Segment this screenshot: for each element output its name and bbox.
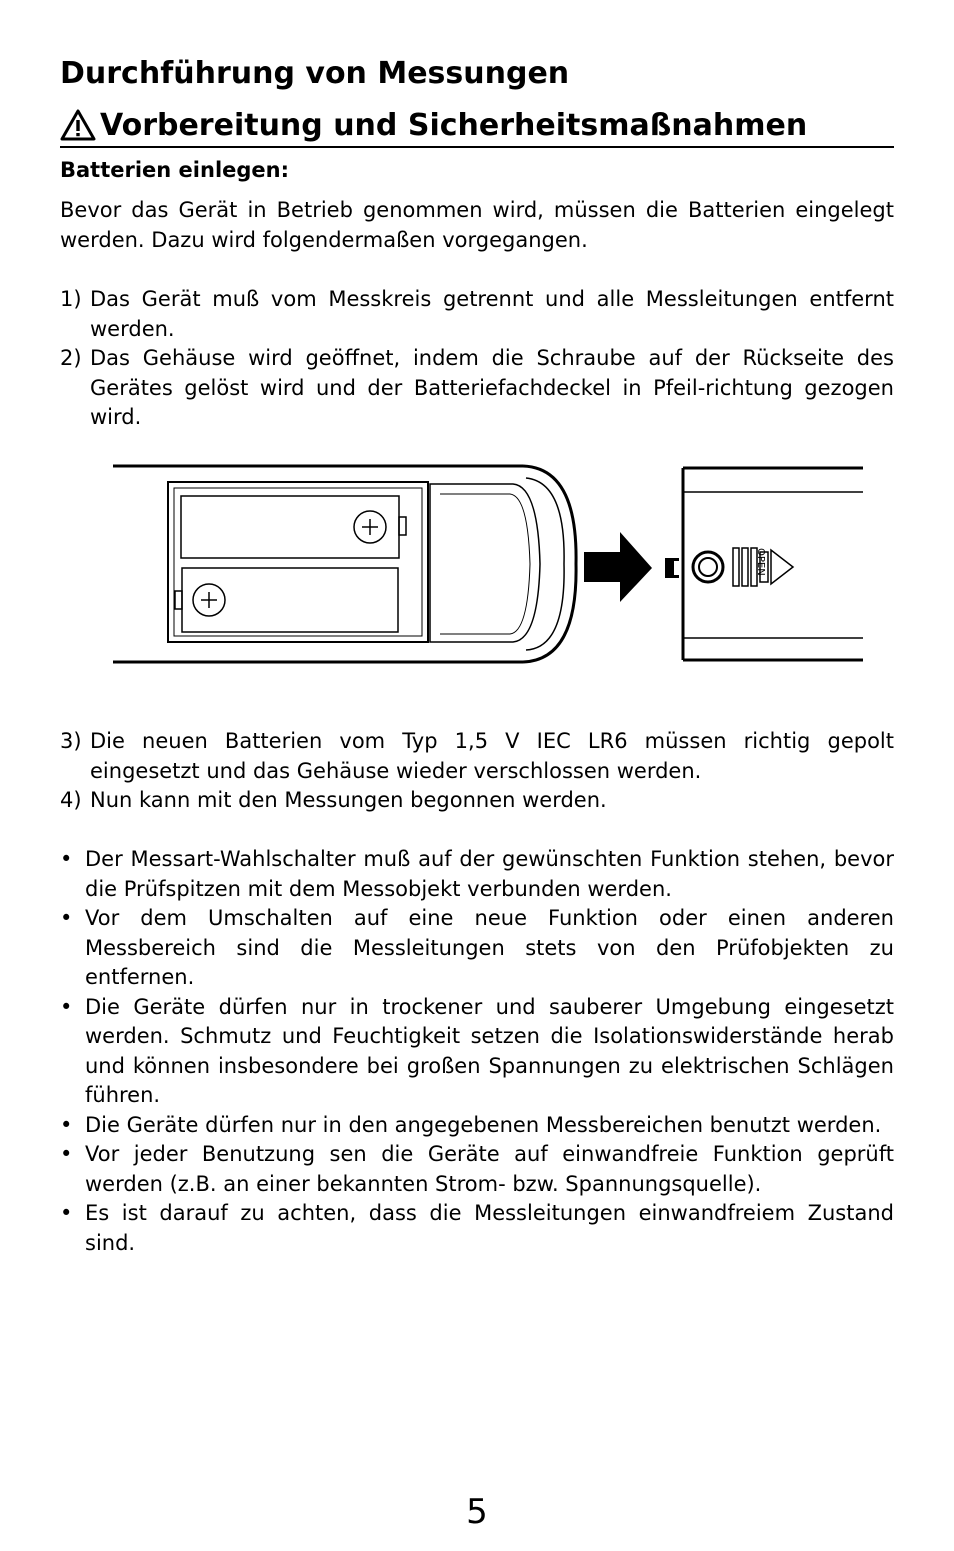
step-text: Die neuen Batterien vom Typ 1,5 V IEC LR6 müssen richtig gepolt eingesetzt und das Gehäuse wieder verschlossen werden. (90, 729, 894, 783)
step-item (60, 344, 894, 433)
bullet-item (60, 1199, 894, 1258)
bullet-symbol: • (60, 994, 73, 1019)
bullet-item (60, 904, 894, 993)
intro-paragraph: Bevor das Gerät in Betrieb genommen wird, müssen die Batterien eingelegt werden. Dazu wird folgendermaßen vorgegangen. (60, 198, 894, 252)
bullet-symbol: • (60, 1201, 73, 1225)
battery-top (181, 496, 406, 558)
step-number: 2) (60, 346, 82, 370)
step-number: 4) (60, 788, 82, 812)
battery-cover (430, 484, 540, 642)
bullet-symbol: • (60, 847, 73, 871)
bullet-text: Es ist darauf zu achten, dass die Messleitungen einwandfreiem Zustand sind. (85, 1201, 894, 1255)
bullet-text: Vor dem Umschalten auf eine neue Funktion oder einen anderen Messbereich sind die Messleitungen stets von den Prüfobjekten zu entfernen. (85, 906, 894, 989)
step-number: 3) (60, 729, 82, 753)
steps-list-second (60, 727, 894, 816)
step-text: Das Gehäuse wird geöffnet, indem die Schraube auf der Rückseite des Gerätes gelöst wird und der Batteriefachdeckel in Pfeil-richtung gezogen wird. (90, 346, 894, 429)
section-title-block (60, 104, 894, 148)
device-back-view (683, 468, 863, 660)
bullet-symbol: • (60, 906, 73, 930)
battery-tray (168, 482, 428, 642)
safety-bullet-list (60, 845, 894, 1258)
page-number: 5 (466, 1492, 488, 1532)
steps-list-first (60, 285, 894, 433)
bullet-symbol: • (60, 1142, 73, 1166)
step-text: Das Gerät muß vom Messkreis getrennt und alle Messleitungen entfernt werden. (90, 287, 894, 341)
bullet-text: Die Geräte dürfen nur in trockener und sauberer Umgebung eingesetzt werden. Schmutz und Feuchtigkeit setzen die Isolationswiderstände herab und können insbesondere bei großen Spannungen zu elektrischen Schlägen führen. (85, 994, 894, 1107)
bullet-item (60, 845, 894, 904)
step-text: Nun kann mit den Messungen begonnen werden. (90, 788, 607, 812)
open-arrow-icon (771, 550, 793, 584)
page-title: Durchführung von Messungen (60, 56, 570, 91)
screw-icon (693, 552, 723, 582)
step-number: 1) (60, 287, 82, 311)
bullet-text: Vor jeder Benutzung sen die Geräte auf einwandfreie Funktion geprüft werden (z.B. an einer bekannten Strom- bzw. Spannungsquelle). (85, 1142, 894, 1196)
step-item (60, 285, 894, 344)
bullet-text: Die Geräte dürfen nur in den angegebenen Messbereichen benutzt werden. (85, 1112, 882, 1137)
battery-bottom (175, 568, 398, 632)
section-title: Vorbereitung und Sicherheitsmaßnahmen (100, 108, 808, 143)
step-item (60, 727, 894, 786)
bullet-text: Der Messart-Wahlschalter muß auf der gewünschten Funktion stehen, bevor die Prüfspitzen mit dem Messobjekt verbunden werden. (85, 847, 894, 901)
bullet-item (60, 1111, 894, 1141)
warning-triangle-icon (60, 109, 96, 141)
subsection-heading: Batterien einlegen: (60, 158, 290, 182)
bullet-item (60, 1140, 894, 1199)
battery-compartment-diagram (58, 460, 878, 670)
pull-direction-arrow-icon (584, 532, 652, 602)
step-item (60, 786, 894, 816)
bullet-item (60, 993, 894, 1111)
open-label: OPEN (755, 548, 766, 576)
bullet-symbol: • (60, 1112, 73, 1137)
